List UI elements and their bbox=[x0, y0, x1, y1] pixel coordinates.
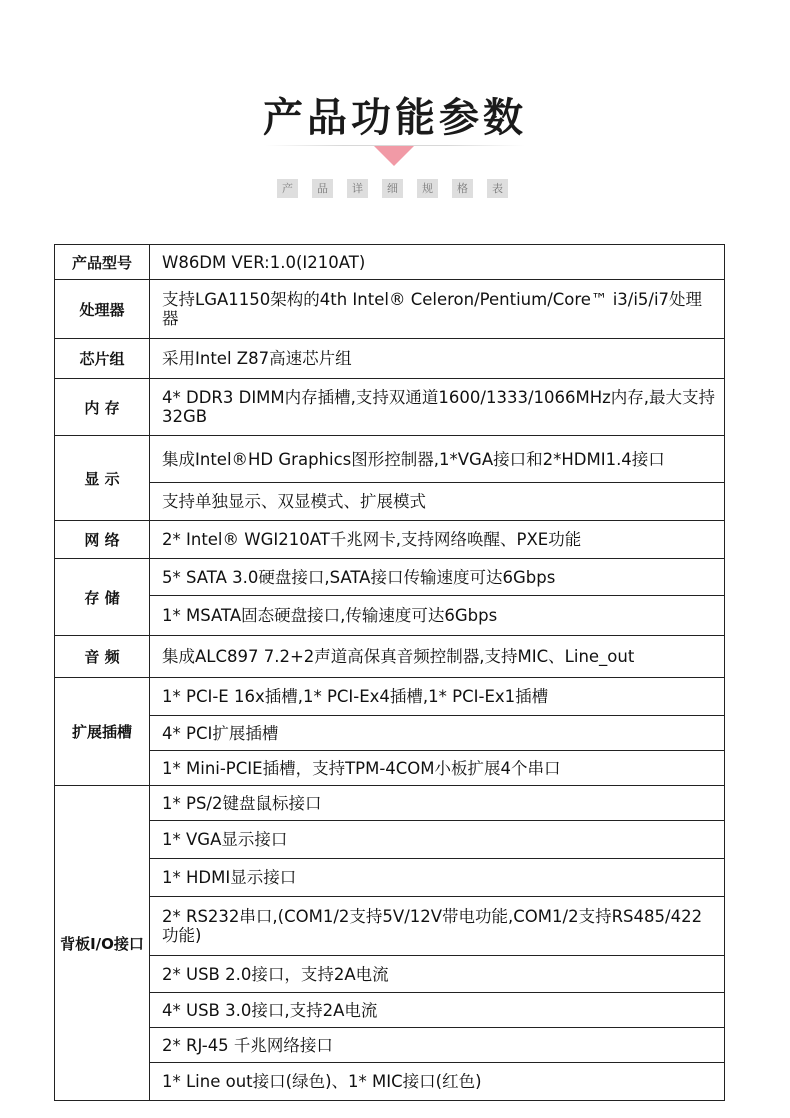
table-row bbox=[55, 636, 725, 678]
row-value: 1* VGA显示接口 bbox=[150, 821, 725, 859]
row-value: 支持单独显示、双显模式、扩展模式 bbox=[150, 483, 725, 521]
row-value: 4* DDR3 DIMM内存插槽,支持双通道1600/1333/1066MHz内存,最大支持32GB bbox=[150, 379, 725, 436]
row-value: W86DM VER:1.0(I210AT) bbox=[150, 245, 725, 280]
row-label-rear-io: 背板I/O接口 bbox=[55, 786, 150, 1101]
row-label-storage: 存 储 bbox=[55, 559, 150, 636]
triangle-marker-icon bbox=[374, 146, 414, 166]
table-row bbox=[55, 716, 725, 751]
row-value: 集成ALC897 7.2+2声道高保真音频控制器,支持MIC、Line_out bbox=[150, 636, 725, 678]
row-value: 1* PS/2键盘鼠标接口 bbox=[150, 786, 725, 821]
row-label-audio: 音 频 bbox=[55, 636, 150, 678]
table-row bbox=[55, 859, 725, 897]
row-value: 2* Intel® WGI210AT千兆网卡,支持网络唤醒、PXE功能 bbox=[150, 521, 725, 559]
table-row bbox=[55, 751, 725, 786]
table-row bbox=[55, 379, 725, 436]
row-value: 2* USB 2.0接口，支持2A电流 bbox=[150, 956, 725, 993]
row-label-display: 显 示 bbox=[55, 436, 150, 521]
row-label-chipset: 芯片组 bbox=[55, 339, 150, 379]
row-label-model: 产品型号 bbox=[55, 245, 150, 280]
table-row bbox=[55, 521, 725, 559]
subtitle-char: 产 bbox=[277, 179, 298, 198]
table-row bbox=[55, 245, 725, 280]
table-row bbox=[55, 993, 725, 1028]
row-value: 1* Line out接口(绿色)、1* MIC接口(红色) bbox=[150, 1063, 725, 1101]
table-row bbox=[55, 559, 725, 596]
row-value: 采用Intel Z87高速芯片组 bbox=[150, 339, 725, 379]
table-row bbox=[55, 678, 725, 716]
row-label-cpu: 处理器 bbox=[55, 280, 150, 339]
table-row bbox=[55, 280, 725, 339]
row-value: 集成Intel®HD Graphics图形控制器,1*VGA接口和2*HDMI1.4接口 bbox=[150, 436, 725, 483]
subtitle-char: 格 bbox=[452, 179, 473, 198]
table-row bbox=[55, 956, 725, 993]
row-value: 1* Mini-PCIE插槽，支持TPM-4COM小板扩展4个串口 bbox=[150, 751, 725, 786]
table-row bbox=[55, 821, 725, 859]
subtitle-tags bbox=[277, 179, 508, 198]
table-row bbox=[55, 436, 725, 483]
row-value: 1* HDMI显示接口 bbox=[150, 859, 725, 897]
table-row bbox=[55, 1063, 725, 1101]
row-value: 2* RS232串口,(COM1/2支持5V/12V带电功能,COM1/2支持RS485/422功能) bbox=[150, 897, 725, 956]
table-row bbox=[55, 1028, 725, 1063]
subtitle-char: 细 bbox=[382, 179, 403, 198]
table-row bbox=[55, 483, 725, 521]
row-value: 5* SATA 3.0硬盘接口,SATA接口传输速度可达6Gbps bbox=[150, 559, 725, 596]
table-row bbox=[55, 596, 725, 636]
row-value: 4* USB 3.0接口,支持2A电流 bbox=[150, 993, 725, 1028]
row-label-network: 网 络 bbox=[55, 521, 150, 559]
page-title: 产品功能参数 bbox=[263, 95, 527, 141]
row-label-expansion: 扩展插槽 bbox=[55, 678, 150, 786]
row-value: 1* MSATA固态硬盘接口,传输速度可达6Gbps bbox=[150, 596, 725, 636]
subtitle-char: 详 bbox=[347, 179, 368, 198]
subtitle-char: 表 bbox=[487, 179, 508, 198]
row-value: 支持LGA1150架构的4th Intel® Celeron/Pentium/Core™ i3/i5/i7处理器 bbox=[150, 280, 725, 339]
table-row bbox=[55, 897, 725, 956]
table-row bbox=[55, 786, 725, 821]
spec-table bbox=[54, 244, 725, 1101]
row-value: 1* PCI-E 16x插槽,1* PCI-Ex4插槽,1* PCI-Ex1插槽 bbox=[150, 678, 725, 716]
row-value: 2* RJ-45 千兆网络接口 bbox=[150, 1028, 725, 1063]
row-label-memory: 内 存 bbox=[55, 379, 150, 436]
table-row bbox=[55, 339, 725, 379]
subtitle-char: 品 bbox=[312, 179, 333, 198]
subtitle-char: 规 bbox=[417, 179, 438, 198]
row-value: 4* PCI扩展插槽 bbox=[150, 716, 725, 751]
